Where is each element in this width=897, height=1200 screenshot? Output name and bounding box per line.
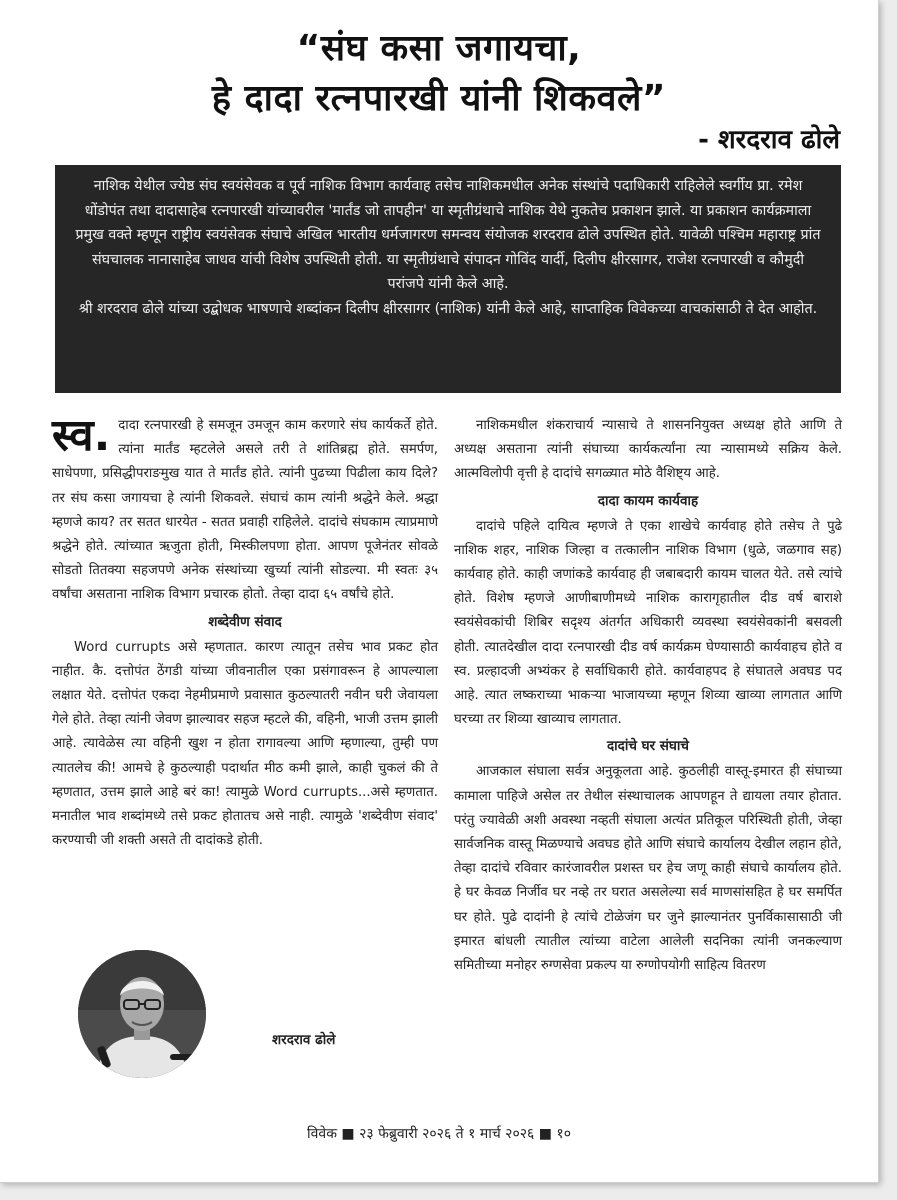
intro-paragraph-2: श्री शरदराव ढोले यांच्या उद्बोधक भाषणाचे शब्दांकन दिलीप क्षीरसागर (नाशिक) यांनी केले आहे, साप्ताहिक विवेकच्या वाचकांसाठी ते देत आहोत.	[78, 300, 818, 317]
subheading-shabdevin-samvad: शब्देवीण संवाद	[208, 613, 282, 630]
right-paragraph-3: आजकाल संघाला सर्वत्र अनुकूलता आहे. कुठलीही वास्तू-इमारत ही संघाच्या कामाला पाहिजे असेल तर तेथील संस्थाचालक आपणहून ते द्यायला तयार होतात. परंतु ज्यावेळी अशी अवस्था नव्हती संघाला अत्यंत प्रतिकूल परिस्थिती होती, जेव्हा सार्वजनिक वास्तू मिळण्याचे अवघड होते आणि संघाचे कार्यालय देखील लहान होते, तेव्हा दादांचे रविवार कारंजावरील प्रशस्त घर हेच जणू काही संघाचे कार्यालय होते. हे घर केवळ निर्जीव घर नव्हे तर घरात असलेल्या सर्व माणसांसहित हे घर समर्पित घर होते. पुढे दादांनी हे त्यांचे टोळेजंग घर जुने झाल्यानंतर पुनर्विकासासाठी जी इमारत बांधली त्यातील त्यांच्या वाटेला आलेली सदनिका त्यांनी जनकल्याण समितीच्या मनोहर रुग्णसेवा प्रकल्प या रुग्णोपयोगी साहित्य वितरण	[454, 764, 842, 974]
right-paragraph-2: दादांचे पहिले दायित्व म्हणजे ते एका शाखेचे कार्यवाह होते तसेच ते पुढे नाशिक शहर, नाशिक जिल्हा व तत्कालीन नाशिक विभाग (धुळे, जळगाव सह) कार्यवाह होते. काही जणांकडे कार्यवाह ही जबाबदारी कायम चालत येते. तसे त्यांचे होते. विशेष म्हणजे आणीबाणीमध्ये नाशिक कारागृहातील दीड वर्ष बाराशे स्वयंसेवकांची शिबिर सदृश्य अंतर्गत अधिकारी व्यवस्था स्वयंसेवकांनी बसवली होती. त्यातदेखील दादा रत्नपारखी दीड वर्ष कार्यक्रम घेण्यासाठी कार्यवाहच होते व स्व. प्रल्हादजी अभ्यंकर हे सर्वाधिकारी होते. कार्यवाहपद हे संघातले अवघड पद आहे. त्यात लष्कराच्या भाकऱ्या भाजायच्या म्हणून शिव्या खाव्या लागतात आणि घरच्या तर शिव्या खाव्याच लागतात.	[454, 518, 842, 728]
right-column	[454, 414, 842, 978]
page-footer: विवेक ■ २३ फेब्रुवारी २०२६ ते १ मार्च २०२६ ■ १०	[307, 1126, 571, 1142]
left-paragraph-1	[52, 410, 438, 608]
left-paragraph-2: Word currupts असे म्हणतात. कारण त्यातून तसेच भाव प्रकट होत नाहीत. कै. दत्तोपंत ठेंगडी यांच्या जीवनातील एका प्रसंगावरून हे आपल्याला लक्षात येते. दत्तोपंत एकदा नेहमीप्रमाणे प्रवासात कुठल्यातरी नवीन घरी जेवायला गेले होते. तेव्हा त्यांनी जेवण झाल्यावर सहज म्हटले की, वहिनी, भाजी उत्तम झाली आहे. त्यावेळेस त्या वहिनी खुश न होता रागावल्या आणि म्हणाल्या, तुम्ही पण त्यातलेच की! आमचे हे कुठल्याही पदार्थात मीठ कमी झाले, काही चुकलं की ते म्हणतात, उत्तम झाले आहे बरं का! त्यामुळे Word currupts...असे म्हणतात. मनातील भाव शब्दांमध्ये तसे प्रकट होतातच असे नाही. त्यामुळे 'शब्देवीण संवाद' करण्याची जी शक्ती असते ती दादांकडे होती.	[52, 639, 438, 849]
intro-paragraph-1: नाशिक येथील ज्येष्ठ संघ स्वयंसेवक व पूर्व नाशिक विभाग कार्यवाह तसेच नाशिकमधील अनेक संस्थांचे पदाधिकारी राहिलेले स्वर्गीय प्रा. रमेश धोंडोपंत तथा दादासाहेब रत्नपारखी यांच्यावरील 'मार्तंड जो तापहीन' या स्मृतीग्रंथाचे नाशिक येथे नुकतेच प्रकाशन झाले. या प्रकाशन कार्यक्रमाला प्रमुख वक्ते म्हणून राष्ट्रीय स्वयंसेवक संघाचे अखिल भारतीय धर्मजागरण समन्वय संयोजक शरदराव ढोले उपस्थित होते. यावेळी पश्चिम महाराष्ट्र प्रांत संघचालक नानासाहेब जाधव यांची विशेष उपस्थिती होती. या स्मृतीग्रंथाचे संपादन गोविंद यार्दी, दिलीप क्षीरसागर, राजेश रत्नपारखी व कौमुदी परांजपे यांनी केले आहे.	[75, 178, 821, 293]
subheading-dada-kayam-karyavah: दादा कायम कार्यवाह	[597, 492, 699, 509]
left-column	[52, 410, 438, 853]
photo-caption: शरदराव ढोले	[272, 1032, 336, 1048]
intro-box	[55, 165, 841, 393]
right-paragraph-1: नाशिकमधील शंकराचार्य न्यासाचे ते शासननियुक्त अध्यक्ष होते आणि ते अध्यक्ष असताना त्यांनी संघाच्या कार्यकर्त्यांना त्या न्यासामध्ये सक्रिय केले. आत्मविलोपी वृत्ती हे दादांचे सगळ्यात मोठे वैशिष्ट्य आहे.	[454, 418, 842, 482]
drop-cap: स्व.	[52, 410, 111, 461]
author-photo	[78, 950, 206, 1078]
author-photo-image	[78, 950, 206, 1078]
subheading-dadanche-ghar-sanghache: दादांचे घर संघाचे	[607, 738, 689, 755]
article-title-line1: “संघ कसा जगायचा,	[296, 28, 582, 69]
author-byline: - शरदराव ढोले	[698, 125, 840, 155]
article-title-line2: हे दादा रत्नपारखी यांनी शिकवले”	[211, 78, 667, 119]
left-paragraph-1-text: दादा रत्नपारखी हे समजून उमजून काम करणारे संघ कार्यकर्ते होते. त्यांना मार्तंड म्हटलेले असले तरी ते शांतिब्रह्म होते. समर्पण, साधेपणा, प्रसिद्धीपराङमुख यात ते मार्तंड होते. त्यांनी पुढच्या पिढीला काय दिले? तर संघ कसा जगायचा हे त्यांनी शिकवले. संघाचं काम त्यांनी श्रद्धेने केले. श्रद्धा म्हणजे काय? तर सतत धारयेत - सतत प्रवाही राहिलेले. दादांचे संघकाम त्याप्रमाणे श्रद्धेने होते. त्यांच्यात ऋजुता होती, मिस्कीलपणा होता. आपण पूजेनंतर सोवळे सोडतो तितक्या सहजपणे अनेक संस्थांच्या खुर्च्या त्यांनी सोडल्या. मी स्वतः ३५ वर्षांचा असताना नाशिक विभाग प्रचारक होतो. तेव्हा दादा ६५ वर्षांचे होते.	[52, 418, 438, 603]
